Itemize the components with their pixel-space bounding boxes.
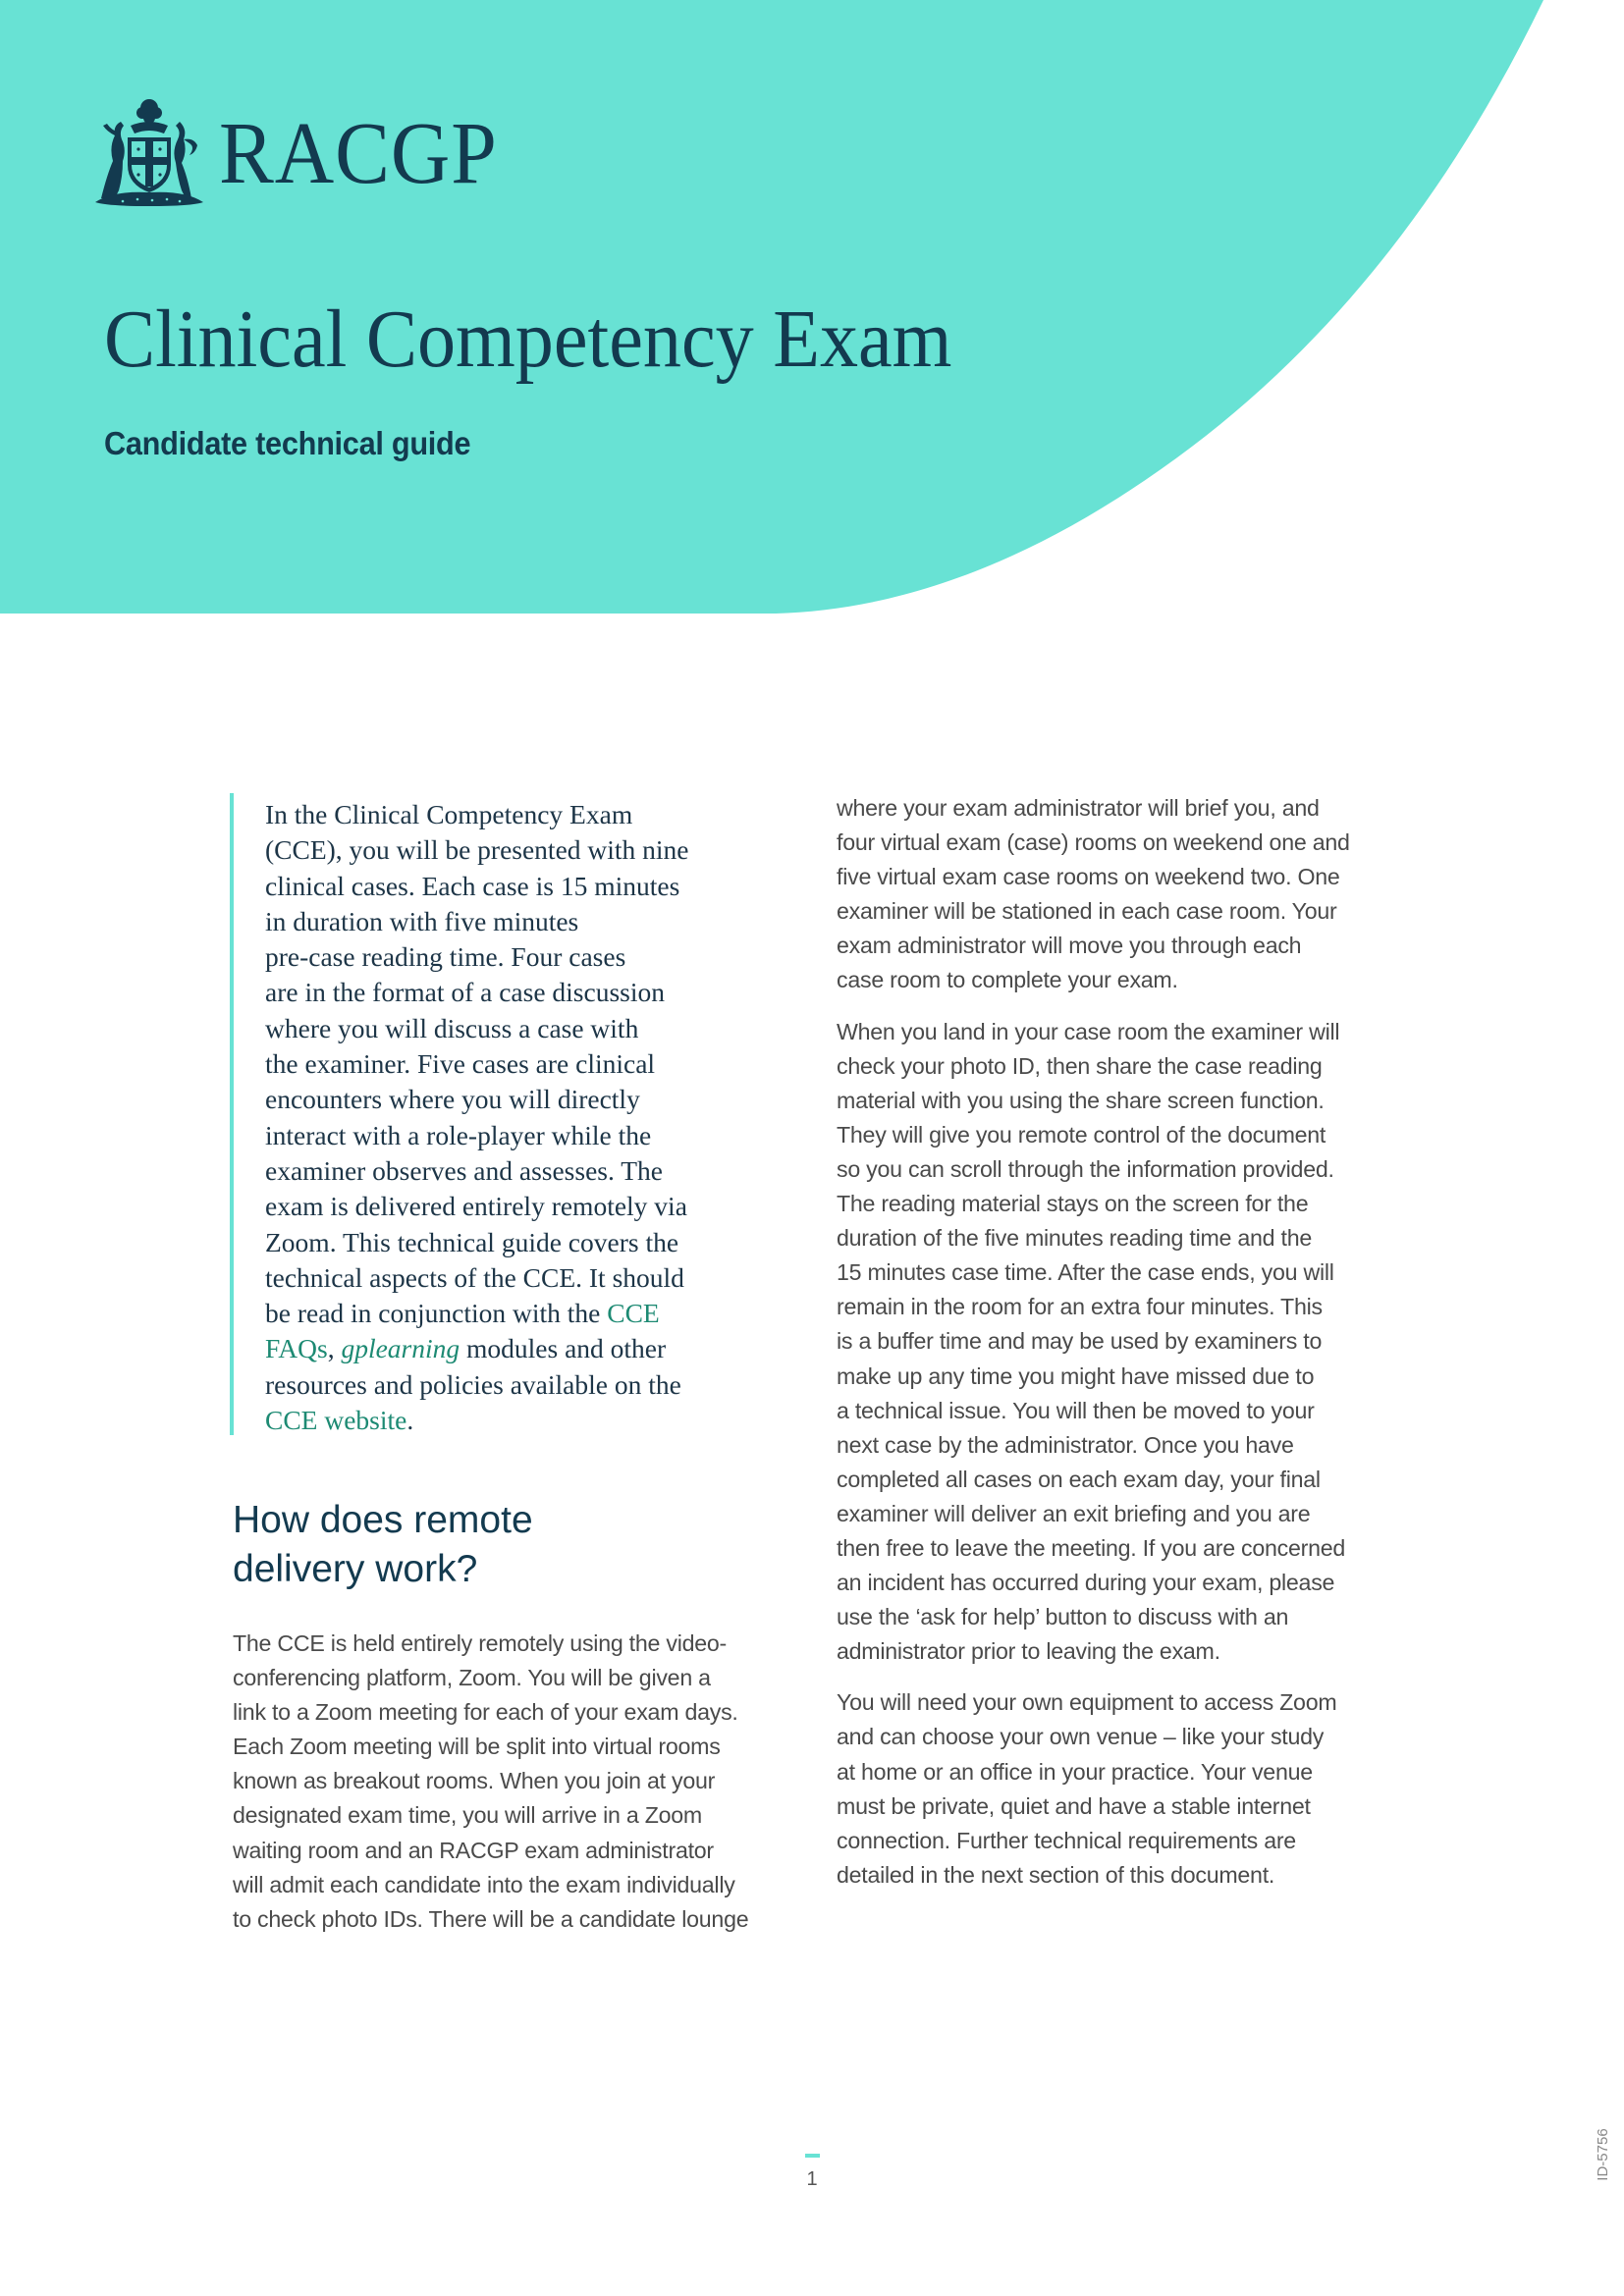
page-number-accent [805, 2154, 820, 2158]
body-line: a technical issue. You will then be moved to your [837, 1397, 1315, 1423]
body-paragraph-1 [837, 791, 1416, 998]
intro-text: , [327, 1333, 342, 1364]
body-line: five virtual exam case rooms on weekend two. One [837, 864, 1340, 890]
document-id: ID-5756 [1595, 2128, 1611, 2181]
intro-line: resources and policies available on the [265, 1368, 681, 1400]
intro-text: . [406, 1405, 414, 1436]
body-paragraph-3 [837, 1685, 1416, 1893]
body-line: When you land in your case room the examiner will [837, 1018, 1340, 1044]
intro-line: clinical cases. Each case is 15 minutes [265, 870, 680, 901]
body-line: and can choose your own venue – like your study [837, 1724, 1325, 1750]
body-line: next case by the administrator. Once you have [837, 1431, 1294, 1458]
intro-line [265, 1331, 746, 1366]
intro-line: are in the format of a case discussion [265, 977, 666, 1008]
body-line: four virtual exam (case) rooms on weekend one and [837, 829, 1350, 856]
cce-faqs-link-continued[interactable]: FAQs [265, 1333, 328, 1364]
cce-website-link[interactable]: CCE website [265, 1405, 407, 1436]
body-line: link to a Zoom meeting for each of your exam days. [233, 1699, 738, 1726]
body-line: waiting room and an RACGP exam administrator [233, 1837, 714, 1863]
body-line: connection. Further technical requirements are [837, 1827, 1296, 1853]
body-line: examiner will be stationed in each case room. Your [837, 898, 1337, 925]
section-heading-remote-delivery [233, 1496, 783, 1594]
intro-line: where you will discuss a case with [265, 1012, 639, 1043]
body-line: is a buffer time and may be used by examiners to [837, 1328, 1323, 1355]
body-line: an incident has occurred during your exam, please [837, 1570, 1335, 1596]
gplearning-link[interactable]: gplearning [341, 1333, 460, 1364]
body-line: 15 minutes case time. After the case ends, you will [837, 1259, 1334, 1286]
heading-line: delivery work? [233, 1548, 478, 1590]
body-line: detailed in the next section of this document. [837, 1861, 1275, 1888]
body-line: to check photo IDs. There will be a candidate lounge [233, 1905, 749, 1932]
coat-of-arms-icon [93, 96, 205, 206]
body-line: administrator prior to leaving the exam. [837, 1638, 1220, 1665]
body-paragraph [233, 1627, 802, 1937]
cce-faqs-link[interactable]: CCE [607, 1298, 660, 1329]
body-line: known as breakout rooms. When you join at your [233, 1768, 716, 1794]
body-line: Each Zoom meeting will be split into virtual rooms [233, 1734, 721, 1760]
body-line: remain in the room for an extra four minutes. This [837, 1294, 1323, 1320]
body-line: examiner will deliver an exit briefing and you are [837, 1500, 1311, 1526]
body-line: The reading material stays on the screen for the [837, 1191, 1309, 1217]
body-line: You will need your own equipment to access Zoom [837, 1689, 1337, 1716]
left-body-column [233, 1627, 802, 1937]
intro-line: in duration with five minutes [265, 905, 579, 936]
body-paragraph-2 [837, 1015, 1416, 1670]
body-line: check your photo ID, then share the case reading [837, 1052, 1323, 1079]
body-line: completed all cases on each exam day, your final [837, 1466, 1321, 1492]
right-body-column [837, 791, 1416, 1893]
body-line: case room to complete your exam. [837, 967, 1178, 993]
body-line: material with you using the share screen function. [837, 1087, 1325, 1113]
intro-line: examiner observes and assesses. The [265, 1154, 663, 1186]
body-line: The CCE is held entirely remotely using the video- [233, 1630, 728, 1656]
body-line: must be private, quiet and have a stable internet [837, 1792, 1311, 1819]
intro-line: In the Clinical Competency Exam [265, 799, 633, 829]
intro-line: (CCE), you will be presented with nine [265, 834, 689, 866]
intro-line: pre-case reading time. Four cases [265, 941, 626, 973]
heading-line: How does remote [233, 1499, 533, 1541]
intro-line: Zoom. This technical guide covers the [265, 1226, 679, 1257]
body-line: duration of the five minutes reading time and the [837, 1225, 1313, 1252]
body-line: then free to leave the meeting. If you are concerned [837, 1534, 1346, 1561]
racgp-logo [93, 96, 506, 206]
intro-line: the examiner. Five cases are clinical [265, 1048, 656, 1080]
intro-text: modules and other [460, 1333, 667, 1364]
intro-text: be read in conjunction with the [265, 1298, 608, 1329]
document-title: Clinical Competency Exam [104, 294, 952, 385]
body-line: designated exam time, you will arrive in a Zoom [233, 1802, 702, 1829]
intro-line [265, 1296, 746, 1331]
intro-paragraph [265, 797, 746, 1438]
body-line: where your exam administrator will brief you, and [837, 795, 1320, 821]
logo-wordmark: RACGP [219, 105, 498, 202]
document-subtitle: Candidate technical guide [104, 425, 471, 461]
page-number: 1 [806, 2168, 818, 2190]
body-line: make up any time you might have missed due to [837, 1362, 1315, 1389]
body-line: conferencing platform, Zoom. You will be given a [233, 1665, 711, 1691]
intro-line: exam is delivered entirely remotely via [265, 1191, 687, 1222]
body-line: will admit each candidate into the exam individually [233, 1871, 735, 1897]
intro-line: encounters where you will directly [265, 1084, 640, 1115]
intro-line: interact with a role-player while the [265, 1119, 652, 1150]
body-line: They will give you remote control of the document [837, 1121, 1326, 1148]
intro-line [265, 1403, 746, 1438]
body-line: at home or an office in your practice. Your venue [837, 1758, 1313, 1785]
body-line: exam administrator will move you through each [837, 933, 1302, 959]
body-line: so you can scroll through the information provided. [837, 1155, 1334, 1182]
intro-line: technical aspects of the CCE. It should [265, 1261, 684, 1293]
body-line: use the ‘ask for help’ button to discuss with an [837, 1604, 1289, 1630]
intro-callout [230, 793, 740, 1435]
